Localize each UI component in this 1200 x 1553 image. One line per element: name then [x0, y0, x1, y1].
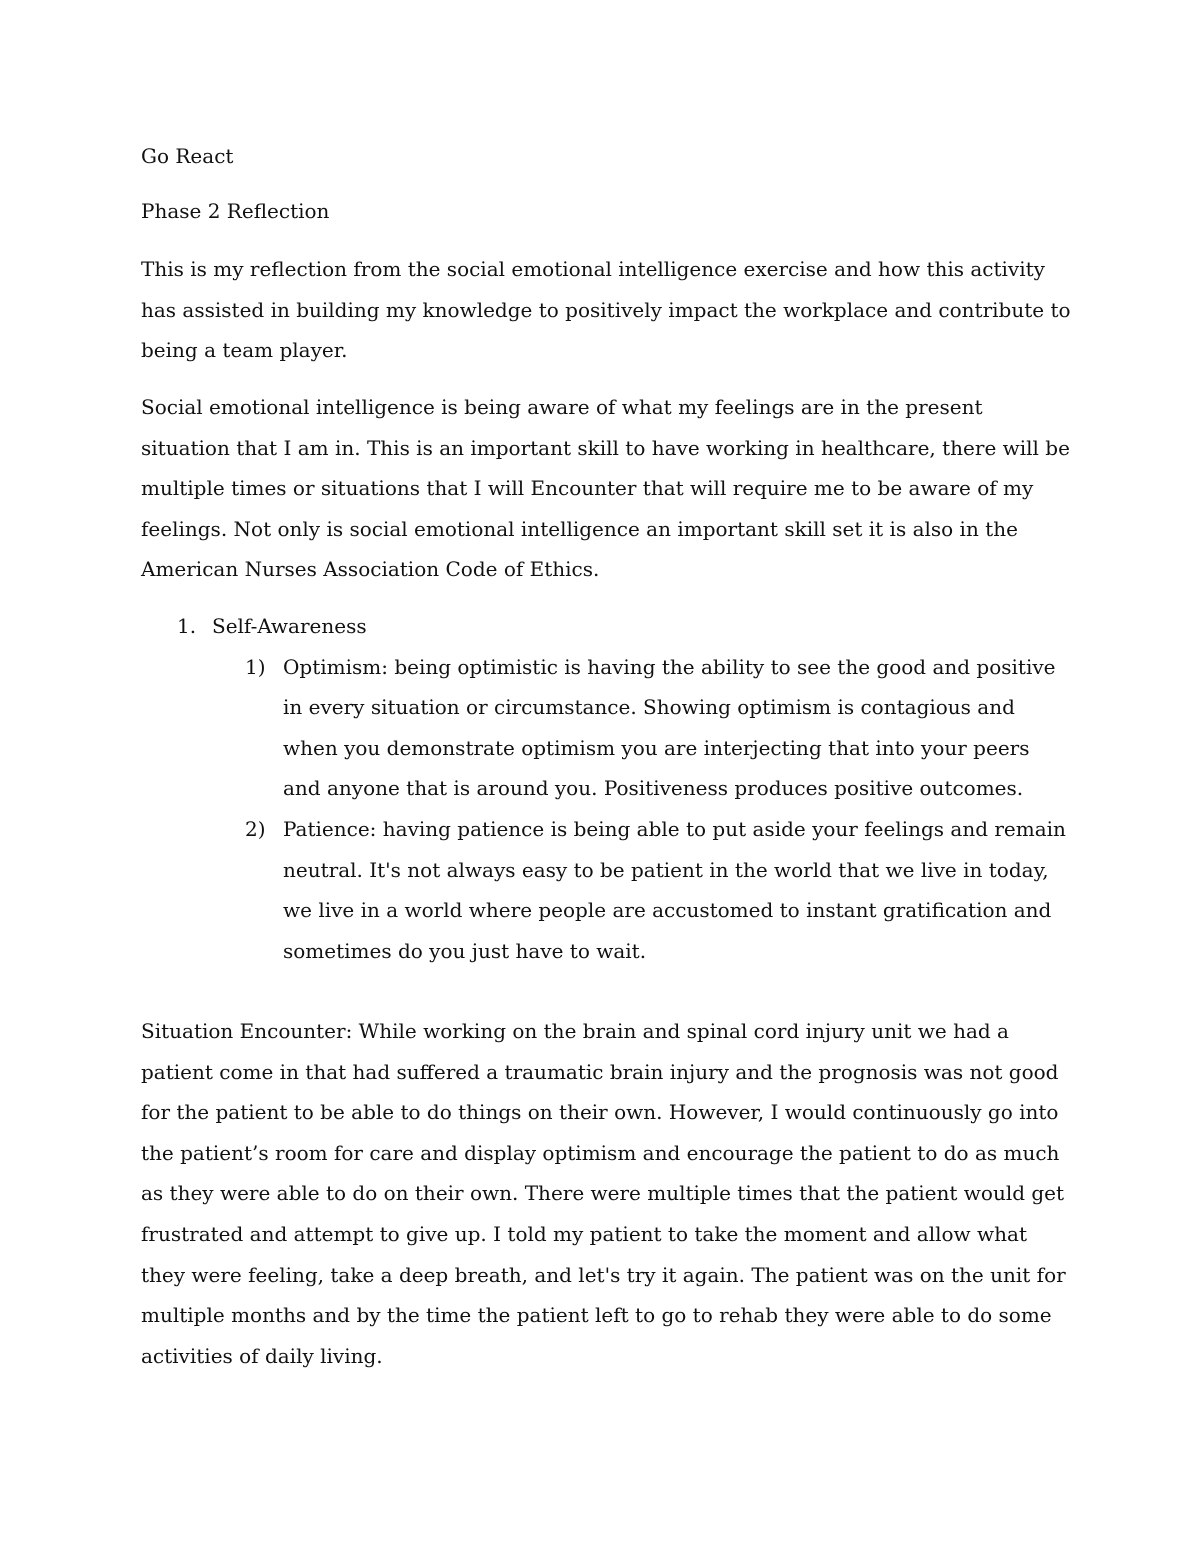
list-item-label: Self-Awareness — [212, 614, 367, 638]
sub-list-item-patience — [141, 809, 1071, 971]
sub-list — [141, 647, 1071, 972]
sub-list-item-text: Optimism: being optimistic is having the ability to see the good and positive in every situation or circumstance. Showing optimism is contagious and when you demonstrate optimism you are interjecting that into your peers and anyone that is around you. Positiveness produces positive outcomes. — [283, 654, 1056, 801]
definition-paragraph: Social emotional intelligence is being aware of what my feelings are in the present situation that I am in. This is an important skill to have working in healthcare, there will be multiple times or situations that I will Encounter that will require me to be aware of my feelings. Not only is social emotional intelligence an important skill set it is also in the American Nurses Association Code of Ethics. — [141, 395, 1070, 582]
sub-list-item-number: 1) — [245, 654, 266, 679]
sub-list-item-text: Patience: having patience is being able to put aside your feelings and remain neutral. It's not always easy to be patient in the world that we live in today, we live in a world where people are accustomed to instant gratification and sometimes do you just have to wait. — [283, 816, 1066, 963]
list-item-number: 1. — [177, 614, 197, 638]
numbered-list — [141, 606, 1071, 971]
sub-list-item-optimism — [141, 647, 1071, 809]
situation-paragraph: Situation Encounter: While working on the brain and spinal cord injury unit we had a patient come in that had suffered a traumatic brain injury and the prognosis was not good for the patient to be able to do things on their own. However, I would continuously go into the patient’s room for care and display optimism and encourage the patient to do as much as they were able to do on their own. There were multiple times that the patient would get frustrated and attempt to give up. I told my patient to take the moment and allow what they were feeling, take a deep breath, and let's try it again. The patient was on the unit for multiple months and by the time the patient left to go to rehab they were able to do some activities of daily living. — [141, 1019, 1066, 1368]
list-item — [141, 606, 1071, 647]
sub-list-item-number: 2) — [245, 816, 266, 841]
document-subtitle: Phase 2 Reflection — [141, 199, 330, 223]
document-title: Go React — [141, 144, 234, 168]
intro-paragraph: This is my reflection from the social emotional intelligence exercise and how this activity has assisted in building my knowledge to positively impact the workplace and contribute to being a team player. — [141, 257, 1071, 363]
